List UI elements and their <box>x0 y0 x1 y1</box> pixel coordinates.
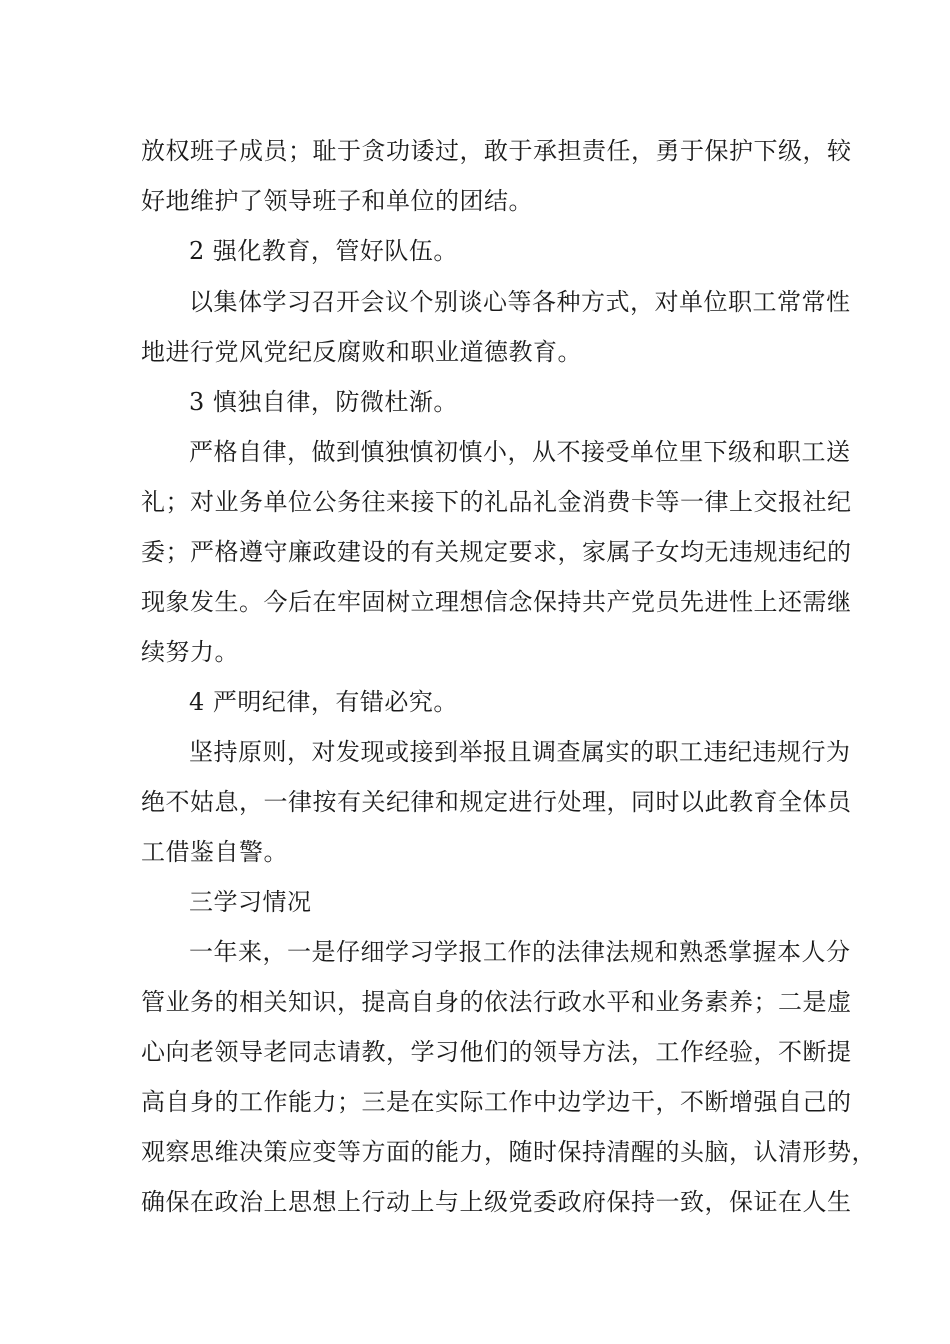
section-heading: 4 严明纪律，有错必究。 <box>189 688 458 716</box>
section-heading: 3 慎独自律，防微杜渐。 <box>189 388 458 416</box>
text-line: 现象发生。今后在牢固树立理想信念保持共产党员先进性上还需继 <box>141 588 852 616</box>
text-line: 高自身的工作能力；三是在实际工作中边学边干，不断增强自己的 <box>141 1088 852 1116</box>
text-line: 心向老领导老同志请教，学习他们的领导方法，工作经验，不断提 <box>141 1038 852 1066</box>
section-heading: 2 强化教育，管好队伍。 <box>189 237 458 265</box>
text-line: 工借鉴自警。 <box>141 838 288 866</box>
text-line: 地进行党风党纪反腐败和职业道德教育。 <box>141 338 582 366</box>
text-line: 放权班子成员；耻于贪功诿过，敢于承担责任，勇于保护下级，较 <box>141 137 852 165</box>
text-line: 确保在政治上思想上行动上与上级党委政府保持一致，保证在人生 <box>141 1188 852 1216</box>
text-line: 绝不姑息，一律按有关纪律和规定进行处理，同时以此教育全体员 <box>141 788 852 816</box>
text-line: 坚持原则，对发现或接到举报且调查属实的职工违纪违规行为 <box>189 738 851 766</box>
section-heading: 三学习情况 <box>189 888 312 916</box>
text-line: 一年来，一是仔细学习学报工作的法律法规和熟悉掌握本人分 <box>189 938 851 966</box>
text-line: 委；严格遵守廉政建设的有关规定要求，家属子女均无违规违纪的 <box>141 538 852 566</box>
text-line: 管业务的相关知识，提高自身的依法行政水平和业务素养；二是虚 <box>141 988 852 1016</box>
text-line: 观察思维决策应变等方面的能力，随时保持清醒的头脑，认清形势， <box>141 1138 876 1166</box>
text-line: 严格自律，做到慎独慎初慎小，从不接受单位里下级和职工送 <box>189 438 851 466</box>
text-line: 以集体学习召开会议个别谈心等各种方式，对单位职工常常性 <box>189 288 851 316</box>
text-line: 好地维护了领导班子和单位的团结。 <box>141 187 533 215</box>
text-line: 礼；对业务单位公务往来接下的礼品礼金消费卡等一律上交报社纪 <box>141 488 852 516</box>
text-line: 续努力。 <box>141 638 239 666</box>
